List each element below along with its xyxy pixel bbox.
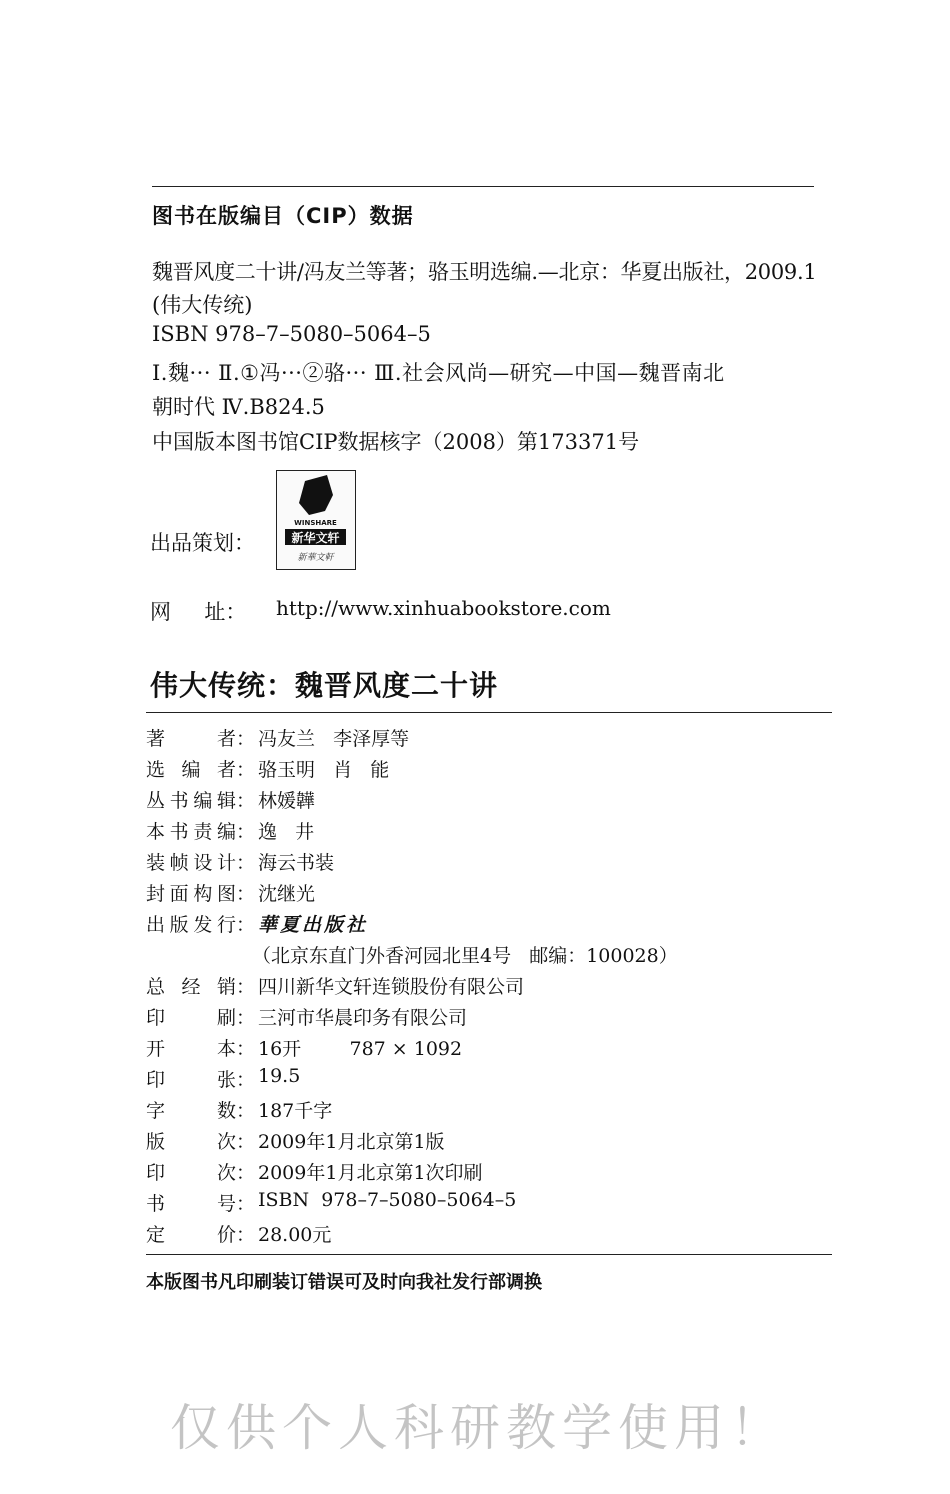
- info-row-printer: 印刷 ： 三河市华晨印务有限公司: [146, 1003, 467, 1030]
- cip-top-rule: [152, 186, 814, 187]
- title-rule: [146, 712, 832, 713]
- info-row-series-editor: 丛书编辑 ： 林媛韡: [146, 786, 315, 813]
- info-value: 187千字: [258, 1100, 333, 1122]
- book-title: 伟大传统：魏晋风度二十讲: [150, 669, 499, 702]
- info-value: 16开 787 × 1092: [258, 1038, 463, 1060]
- website-label: 网 址：: [150, 600, 247, 624]
- info-value: 三河市华晨印务有限公司: [258, 1007, 468, 1029]
- info-label: 装帧设计: [146, 852, 236, 874]
- footer-note: 本版图书凡印刷装订错误可及时向我社发行部调换: [146, 1272, 542, 1293]
- producer-label: 出品策划：: [150, 531, 255, 555]
- info-row-isbn: 书号 ： ISBN 978–7–5080–5064–5: [146, 1189, 517, 1215]
- info-row-price: 定价 ： 28.00元: [146, 1220, 331, 1247]
- info-label: 总经销: [146, 976, 236, 998]
- info-row-word-count: 字数 ： 187千字: [146, 1096, 332, 1123]
- info-label: 字数: [146, 1100, 236, 1122]
- cip-line-1: 魏晋风度二十讲/冯友兰等著；骆玉明选编.—北京：华夏出版社，2009.1: [152, 260, 817, 284]
- info-value: 2009年1月北京第1版: [258, 1131, 445, 1153]
- cip-classification: Ⅰ.魏··· Ⅱ.①冯···②骆··· Ⅲ.社会风尚—研究—中国—魏晋南北: [152, 361, 725, 385]
- info-label: 版次: [146, 1131, 236, 1153]
- info-value: 海云书装: [258, 852, 335, 874]
- info-row-distributor: 总经销 ： 四川新华文轩连锁股份有限公司: [146, 972, 524, 999]
- info-value: 2009年1月北京第1次印刷: [258, 1162, 483, 1184]
- cip-isbn: ISBN 978–7–5080–5064–5: [152, 322, 431, 346]
- logo-en-text: WINSHARE: [294, 519, 337, 527]
- info-value: 冯友兰 李泽厚等: [258, 728, 410, 750]
- info-label: 封面构图: [146, 883, 236, 905]
- info-row-printing: 印次 ： 2009年1月北京第1次印刷: [146, 1158, 483, 1185]
- logo-cn-text: 新华文轩: [291, 531, 340, 545]
- info-label: 本书责编: [146, 821, 236, 843]
- info-value: 19.5: [258, 1065, 301, 1087]
- info-value: 沈继光: [258, 883, 316, 905]
- cip-heading: 图书在版编目（CIP）数据: [152, 204, 414, 228]
- info-row-sheets: 印张 ： 19.5: [146, 1065, 301, 1091]
- bottom-rule: [146, 1254, 832, 1255]
- info-row-responsible-editor: 本书责编 ： 逸 井: [146, 817, 314, 844]
- info-row-publisher-address: [252, 941, 678, 968]
- info-value: 林媛韡: [258, 790, 316, 812]
- cip-line-2: (伟大传统): [152, 293, 253, 317]
- info-label: 丛书编辑: [146, 790, 236, 812]
- publisher-address: （北京东直门外香河园北里4号 邮编：100028）: [252, 945, 678, 967]
- info-row-cover: 封面构图 ： 沈继光: [146, 879, 315, 906]
- winshare-logo: [276, 470, 356, 570]
- info-value: 逸 井: [258, 821, 315, 843]
- logo-sub-text: 新華文軒: [297, 553, 334, 563]
- info-label: 书号: [146, 1193, 236, 1215]
- info-value: 四川新华文轩连锁股份有限公司: [258, 976, 525, 998]
- info-row-edition: 版次 ： 2009年1月北京第1版: [146, 1127, 445, 1154]
- cip-record-number: 中国版本图书馆CIP数据核字（2008）第173371号: [152, 430, 640, 454]
- info-label: 出版发行: [146, 914, 236, 936]
- info-value: ISBN 978–7–5080–5064–5: [258, 1189, 517, 1211]
- info-label: 印张: [146, 1069, 236, 1091]
- info-label: 印次: [146, 1162, 236, 1184]
- info-label: 开本: [146, 1038, 236, 1060]
- info-label: 选编者: [146, 759, 236, 781]
- publisher-name: 華夏出版社: [258, 914, 369, 936]
- info-row-author: 著者 ： 冯友兰 李泽厚等: [146, 724, 409, 751]
- info-value: 骆玉明 肖 能: [258, 759, 390, 781]
- info-label: 印刷: [146, 1007, 236, 1029]
- info-row-editor: 选编者 ： 骆玉明 肖 能: [146, 755, 389, 782]
- cip-classification-cont: 朝时代 Ⅳ.B824.5: [152, 395, 325, 419]
- info-row-design: 装帧设计 ： 海云书装: [146, 848, 334, 875]
- info-row-format: 开本 ： 16开 787 × 1092: [146, 1034, 462, 1061]
- info-label: 著者: [146, 728, 236, 750]
- info-row-publisher: 出版发行 ： 華夏出版社: [146, 910, 368, 937]
- info-label: 定价: [146, 1224, 236, 1246]
- info-value: 28.00元: [258, 1224, 332, 1246]
- watermark: 仅供个人科研教学使用！: [170, 1399, 786, 1457]
- website-url: http://www.xinhuabookstore.com: [276, 596, 611, 620]
- logo-mark-icon: [299, 475, 333, 515]
